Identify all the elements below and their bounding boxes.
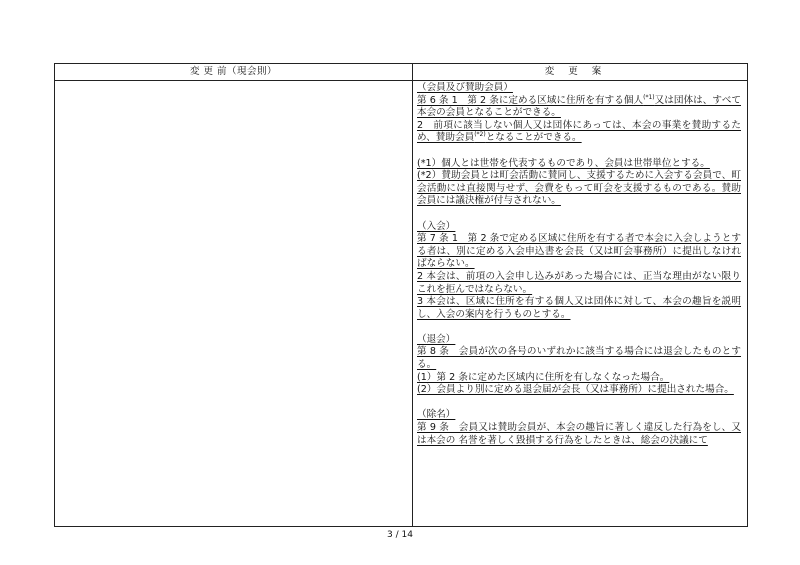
proposal-content <box>417 82 741 524</box>
article-9: 第 9 条 会員又は賛助会員が、本会の趣旨に著しく違反した行為をし、又は本会の 名誉を著しく毀損する行為をしたときは、総会の決議にて <box>417 422 741 446</box>
heading-expulsion: （除名） <box>417 409 456 421</box>
article-8: 第 8 条 会員が次の各号のいずれかに該当する場合には退会したものとする。 <box>417 346 741 371</box>
article-7-clause-2: 2 本会は、前項の入会申し込みがあった場合には、正当な理由がない限りこれを拒んではならない。 <box>417 270 741 295</box>
article-8-item-1: (1）第 2 条に定めた区域内に住所を有しなくなった場合。 <box>417 371 670 383</box>
article-6-clause-1: 第 6 条 1 第 2 条に定める区域に住所を有する個人$^{(*1)}$又は団体は、すべて本会の会員となることができる。 <box>417 93 741 119</box>
comparison-table <box>54 63 748 527</box>
article-6-clause-2: 2 前項に該当しない個人又は団体にあっては、本会の事業を賛助するため、賛助会員$^{(*2)}$となることができる。 <box>417 119 741 144</box>
heading-membership: （会員及び賛助会員） <box>417 82 513 93</box>
article-8-item-2: (2）会員より別に定める退会届が会長（又は事務所）に提出された場合。 <box>417 384 734 396</box>
note-2: (*2）賛助会員とは町会活動に賛同し、支援するために入会する会員で、町会活動には直接関与せず、会費をもって町会を支援するものである。賛助会員には議決権が付与されない。 <box>417 170 741 207</box>
heading-withdrawal: （退会） <box>417 333 456 345</box>
page-number: 3 / 14 <box>387 530 413 540</box>
table-header <box>55 64 747 81</box>
article-7-clause-1: 第 7 条 1 第 2 条で定める区域に住所を有する者で本会に入会しようとする者は、別に定める入会申込書を会長（又は町会事務所）に提出しなければならない。 <box>417 233 741 270</box>
note-1: (*1）個人とは世帯を代表するものであり、会員は世帯単位とする。 <box>417 157 710 169</box>
header-before: 変 更 前（現会則） <box>55 64 413 80</box>
heading-joining: （入会） <box>417 220 456 232</box>
column-divider <box>412 80 413 526</box>
article-7-clause-3: 3 本会は、区域に住所を有する個人又は団体に対して、本会の趣旨を説明し、入会の案内を行うものとする。 <box>417 296 741 320</box>
header-proposal: 変更案 <box>544 66 616 77</box>
